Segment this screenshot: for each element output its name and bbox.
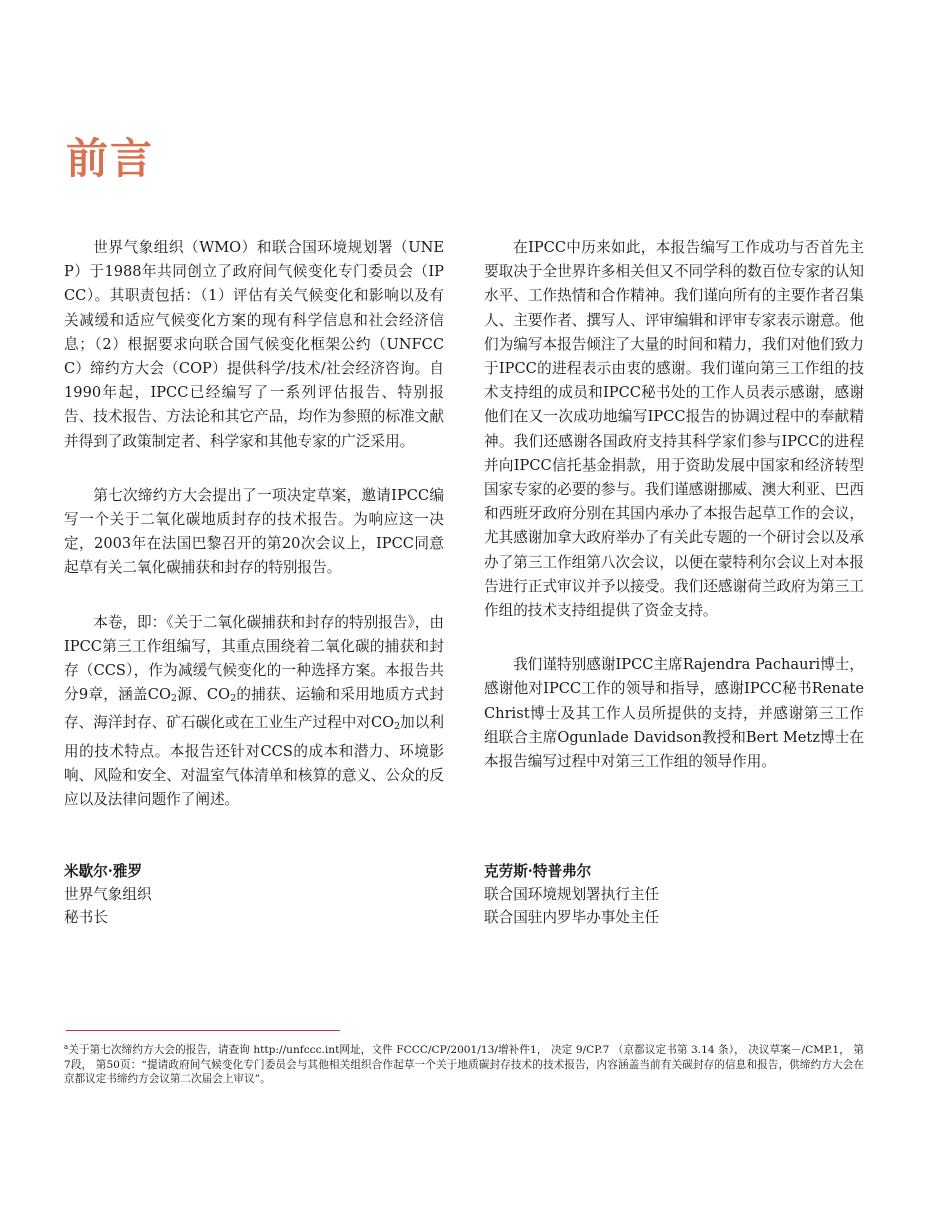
subscript-2: 2 [230,693,237,705]
right-column [484,236,864,804]
signatory-name: 米歇尔·雅罗 [64,863,143,880]
subscript-2: 2 [394,721,401,733]
intro-paragraph: 世界气象组织（WMO）和联合国环境规划署（UNEP）于1988年共同创立了政府间气候变化专门委员会（IPCC）。其职责包括：（1）评估有关气候变化和影响以及有关减缓和适应气候变化方案的现有科学信息和社会经济信息；（2）根据要求向联合国气候变化框架公约（UNFCCC）缔约方大会（COP）提供科学/技术/社会经济咨询。自1990年起，IPCC已经编写了一系列评估报告、特别报告、技术报告、方法论和其它产品，均作为参照的标准文献并得到了政策制定者、科学家和其他专家的广泛采用。 [64,239,444,450]
subscript-2: 2 [170,693,177,705]
footnote [64,1040,864,1087]
signature-right [484,860,659,929]
signatory-organization: 世界气象组织 [64,886,152,903]
left-column [64,236,444,842]
footnote-marker: a [64,1043,69,1051]
footnote-divider [66,1030,340,1031]
acknowledgement-paragraph: 在IPCC中历来如此，本报告编写工作成功与否首先主要取决于全世界许多相关但又不同学科的数百位专家的认知水平、工作热情和合作精神。我们谨向所有的主要作者召集人、主要作者、撰写人、评审编辑和评审专家表示谢意。他们为编写本报告倾注了大量的时间和精力，我们对他们致力于IPCC的进程表示由衷的感谢。我们谨向第三工作组的技术支持组的成员和IPCC秘书处的工作人员表示感谢，感谢他们在又一次成功地编写IPCC报告的协调过程中的奉献精神。我们还感谢各国政府支持其科学家们参与IPCC的进程并向IPCC信托基金捐款，用于资助发展中国家和经济转型国家专家的必要的参与。我们谨感谢挪威、澳大利亚、巴西和西班牙政府分别在其国内承办了本报告起草工作的会议，尤其感谢加拿大政府举办了有关此专题的一个研讨会以及承办了第三工作组第八次会议，以便在蒙特利尔会议上对本报告进行正式审议并予以接受。我们还感谢荷兰政府为第三工作组的技术支持组提供了资金支持。 [484,239,864,620]
signatory-name: 克劳斯·特普弗尔 [484,863,592,880]
volume-text-d: 加以利用的技术特点。本报告还针对CCS的成本和潜力、环境影响、风险和安全、对温室气体清单和核算的意义、公众的反应以及法律问题作了阐述。 [64,714,444,809]
cop7-paragraph: 第七次缔约方大会提出了一项决定草案，邀请IPCC编写一个关于二氧化碳地质封存的技术报告。为响应这一决定，2003年在法国巴黎召开的第20次会议上，IPCC同意起草有关二氧化碳捕获和封存的特别报告。 [64,486,444,577]
volume-text-b: 源、CO [176,686,231,704]
footnote-text: 关于第七次缔约方大会的报告，请查询 http://unfccc.int网址，文件 FCCC/CP/2001/13/增补件1， 决定 9/CP.7 （京都议定书第 3.14 条）， 决议草案－/CMP.1， 第7段， 第50页：“提请政府间气候变化专门委员会与其他相关组织合作起草一个关于地质碳封存技术的技术报告，内容涵盖当前有关碳封存的信息和报告，供缔约方大会在京都议定书缔约方会议第二次届会上审议”。 [64,1044,864,1085]
page-title: 前言 [66,134,155,183]
signature-left [64,860,152,929]
signatory-title-2: 联合国驻内罗毕办事处主任 [484,909,660,926]
special-thanks-paragraph: 我们谨特别感谢IPCC主席Rajendra Pachauri博士，感谢他对IPCC工作的领导和指导，感谢IPCC秘书Renate Christ博士及其工作人员所提供的支持，并感谢第三工作组联合主席Ogunlade Davidson教授和Bert Metz博士在本报告编写过程中对第三工作组的领导作用。 [484,656,864,771]
signatory-title: 联合国环境规划署执行主任 [484,886,660,903]
volume-text-a: 本卷，即：《关于二氧化碳捕获和封存的特别报告》，由IPCC第三工作组编写，其重点围绕着二氧化碳的捕获和封存（CCS），作为减缓气候变化的一种选择方案。本报告共分9章，涵盖CO [64,613,444,704]
signatory-title: 秘书长 [64,909,108,926]
volume-paragraph [64,611,444,813]
volume-text-c: 的捕获、运输和采用地质方式封存、海洋封存、矿石碳化或在工业生产过程中对CO [64,686,444,732]
